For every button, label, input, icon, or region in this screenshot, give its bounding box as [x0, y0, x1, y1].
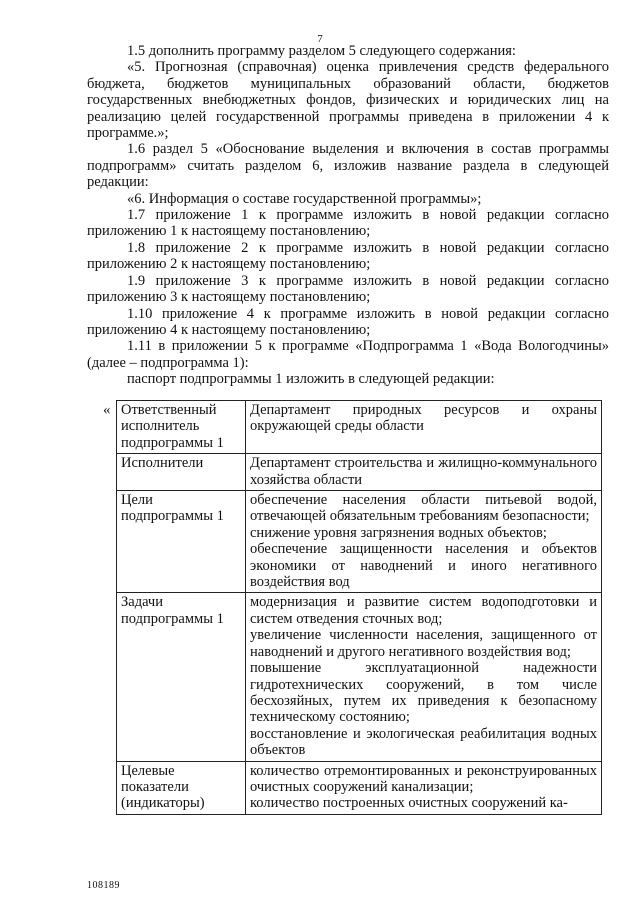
content-line: количество построенных очистных сооружений ка- [250, 795, 568, 812]
paragraph: 1.10 приложение 4 к программе изложить в новой редакции согласно приложению 4 к настоящему постановлению; [87, 305, 609, 338]
table-row [117, 401, 602, 454]
table-row [117, 454, 602, 491]
paragraph: 1.11 в приложении 5 к программе «Подпрограмма 1 «Вода Вологодчины» (далее – подпрограмма 1): [87, 338, 609, 371]
content-line: снижение уровня загрязнения водных объектов; [250, 524, 547, 541]
table-row [117, 491, 602, 593]
content-line: Департамент природных ресурсов и охраны окружающей среды области [250, 402, 597, 435]
content-line: восстановление и экологическая реабилитация водных объектов [250, 725, 597, 759]
table-row [117, 593, 602, 761]
table-row [117, 761, 602, 814]
content-line: обеспечение населения области питьевой водой, отвечающей обязательным требованиям безопасности; [250, 492, 597, 525]
opening-quote-mark: « [103, 402, 111, 418]
page-number: 7 [317, 33, 323, 45]
paragraph: 1.5 дополнить программу разделом 5 следующего содержания: [127, 43, 516, 59]
row-content [246, 491, 602, 593]
row-content [246, 401, 602, 454]
row-label: Целевые показатели (индикаторы) [117, 761, 246, 814]
paragraph: «5. Прогнозная (справочная) оценка привлечения средств федерального бюджета, бюджетов муниципальных образований области, бюджетов государственных внебюджетных фондов, физических и юридических лиц на реализацию целей государственной программы приведена в приложении 4 к программе.»; [87, 59, 609, 142]
row-content [246, 761, 602, 814]
document-body [87, 43, 609, 388]
paragraph: 1.7 приложение 1 к программе изложить в новой редакции согласно приложению 1 к настоящему постановлению; [87, 207, 609, 240]
paragraph: 1.9 приложение 3 к программе изложить в новой редакции согласно приложению 3 к настоящему постановлению; [87, 272, 609, 306]
document-code: 108189 [87, 880, 120, 891]
subprogram-passport-table [116, 400, 602, 815]
content-line: обеспечение защищенности населения и объектов экономики от наводнений и иного негативного воздействия вод [250, 541, 597, 591]
row-label: Задачи подпрограммы 1 [117, 593, 246, 761]
content-line: увеличение численности населения, защищенного от наводнений и другого негативного воздействия вод; [250, 627, 597, 660]
row-label: Ответственный исполнитель подпрограммы 1 [117, 401, 246, 454]
paragraph: паспорт подпрограммы 1 изложить в следующей редакции: [127, 371, 495, 388]
paragraph: 1.6 раздел 5 «Обоснование выделения и включения в состав программы подпрограмм» считать разделом 6, изложив название раздела в следующей редакции: [87, 141, 609, 191]
paragraph: 1.8 приложение 2 к программе изложить в новой редакции согласно приложению 2 к настоящему постановлению; [87, 239, 609, 273]
content-line: Департамент строительства и жилищно-коммунального хозяйства области [250, 455, 597, 488]
content-line: повышение эксплуатационной надежности гидротехнических сооружений, в том числе бесхозяйных, путем их приведения к безопасному техническому состоянию; [250, 660, 597, 726]
row-content [246, 454, 602, 491]
row-label: Исполнители [117, 454, 246, 491]
row-label: Цели подпрограммы 1 [117, 491, 246, 593]
content-line: количество отремонтированных и реконструированных очистных сооружений канализации; [250, 762, 597, 795]
row-content [246, 593, 602, 761]
paragraph: «6. Информация о составе государственной программы»; [127, 190, 482, 207]
content-line: модернизация и развитие систем водоподготовки и систем отведения сточных вод; [250, 594, 597, 627]
